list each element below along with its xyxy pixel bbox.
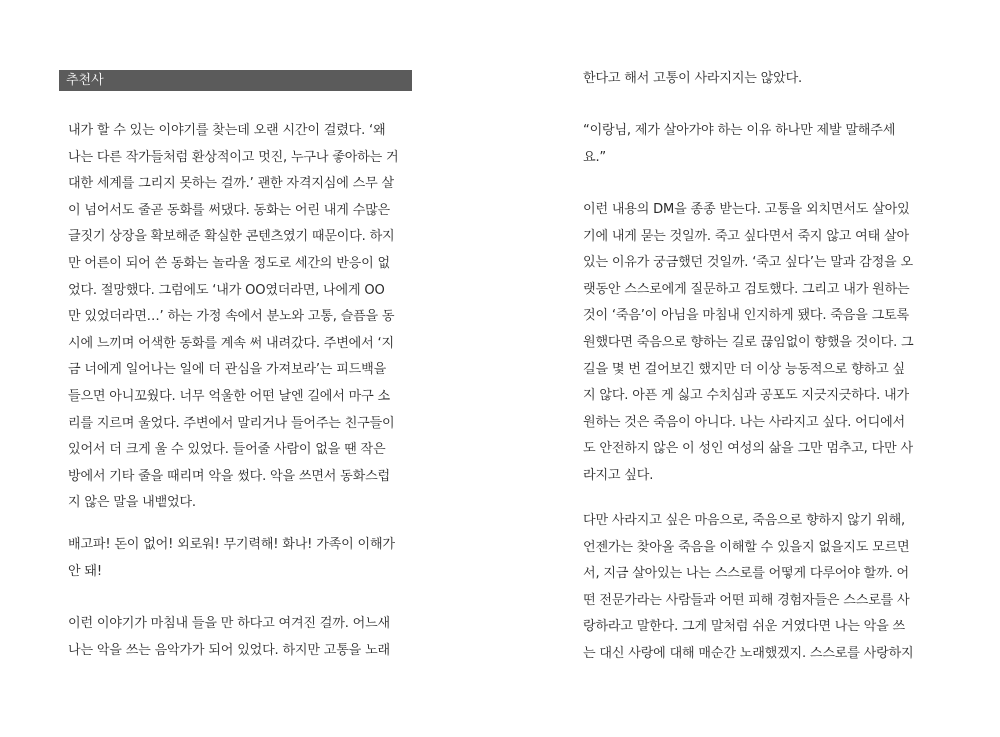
text-line: 원하는 것은 죽음이 아니다. 나는 사라지고 싶다. 어디에서 xyxy=(583,414,905,430)
paragraph xyxy=(583,118,928,171)
text-line: 리를 지르며 울었다. 주변에서 말리거나 들어주는 친구들이 xyxy=(68,415,395,431)
text-line: 떤 전문가라는 사람들과 어떤 피해 경험자들은 스스로를 사 xyxy=(583,592,910,608)
text-line: 만 있었더라면…’ 하는 가정 속에서 분노와 고통, 슬픔을 동 xyxy=(68,309,395,325)
text-line: 글짓기 상장을 확보해준 확실한 콘텐츠였기 때문이다. 하지 xyxy=(68,229,395,245)
text-line: 들으면 아니꼬웠다. 너무 억울한 어떤 날엔 길에서 마구 소 xyxy=(68,388,390,404)
text-line: 있는 이유가 궁금했던 것일까. ‘죽고 싶다’는 말과 감정을 오 xyxy=(583,255,913,271)
text-line: 다만 사라지고 싶은 마음으로, 죽음으로 향하지 않기 위해, xyxy=(583,513,905,528)
text-line: 지 않다. 아픈 게 싫고 수치심과 공포도 지긋지긋하다. 내가 xyxy=(583,388,909,404)
text-line: 이런 이야기가 마침내 들을 만 하다고 여겨진 걸까. 어느새 xyxy=(68,616,390,631)
text-line: 배고파! 돈이 없어! 외로워! 무기력해! 화나! 가족이 이해가 xyxy=(68,537,395,552)
text-line: 있어서 더 크게 울 수 있었다. 들어줄 사람이 없을 땐 작은 xyxy=(68,442,386,458)
text-line: 언젠가는 찾아올 죽음을 이해할 수 있을지 없을지도 모르면 xyxy=(583,539,910,555)
text-line: 이런 내용의 DM을 종종 받는다. 고통을 외치면서도 살아있 xyxy=(583,202,910,217)
text-line: 안 돼! xyxy=(68,563,102,579)
text-line: 길을 몇 번 걸어보긴 했지만 더 이상 능동적으로 향하고 싶 xyxy=(583,361,905,377)
text-line: 기에 내게 묻는 것일까. 죽고 싶다면서 죽지 않고 여태 살아 xyxy=(583,228,909,244)
text-line: 방에서 기타 줄을 때리며 악을 썼다. 악을 쓰면서 동화스럽 xyxy=(68,468,390,484)
paragraph xyxy=(68,611,413,664)
paragraph xyxy=(583,197,928,490)
text-line: 었다. 절망했다. 그럼에도 ‘내가 OO였더라면, 나에게 OO xyxy=(68,282,385,298)
right-page xyxy=(500,0,1000,737)
section-title-bar xyxy=(59,70,412,91)
text-line: 나는 다른 작가들처럼 환상적이고 멋진, 누구나 좋아하는 거 xyxy=(68,149,399,165)
text-line: 서, 지금 살아있는 나는 스스로를 어떻게 다루어야 할까. 어 xyxy=(583,566,909,582)
paragraph xyxy=(583,508,928,668)
text-line: 한다고 해서 고통이 사라지지는 않았다. xyxy=(583,71,802,86)
paragraph xyxy=(583,66,928,93)
text-line: 나는 악을 쓰는 음악가가 되어 있었다. 하지만 고통을 노래 xyxy=(68,642,390,658)
text-line: 대한 세계를 그리지 못하는 걸까.’ 괜한 자격지심에 스무 살 xyxy=(68,176,394,192)
text-line: 만 어른이 되어 쓴 동화는 놀라울 정도로 세간의 반응이 없 xyxy=(68,255,390,271)
text-line: 시에 느끼며 어색한 동화를 계속 써 내려갔다. 주변에서 ‘지 xyxy=(68,335,394,351)
text-line: 도 안전하지 않은 이 성인 여성의 삶을 그만 멈추고, 다만 사 xyxy=(583,441,913,457)
text-line: 라지고 싶다. xyxy=(583,467,654,483)
text-line: 원했다면 죽음으로 향하는 길로 끊임없이 향했을 것이다. 그 xyxy=(583,334,914,350)
text-line: 지 않은 말을 내뱉었다. xyxy=(68,495,196,511)
text-line: 요.” xyxy=(583,149,606,165)
text-line: 이 넘어서도 줄곧 동화를 써댔다. 동화는 어린 내게 수많은 xyxy=(68,202,390,218)
text-line: 랫동안 스스로에게 질문하고 검토했다. 그리고 내가 원하는 xyxy=(583,281,910,297)
text-line: 랑하라고 말한다. 그게 말처럼 쉬운 거였다면 나는 악을 쓰 xyxy=(583,619,905,635)
section-title: 추천사 xyxy=(66,73,104,88)
text-line: 금 너에게 일어나는 일에 더 관심을 가져보라’는 피드백을 xyxy=(68,362,387,378)
text-line: 는 대신 사랑에 대해 매순간 노래했겠지. 스스로를 사랑하지 xyxy=(583,645,914,661)
text-line: 것이 ‘죽음’이 아님을 마침내 인지하게 됐다. 죽음을 그토록 xyxy=(583,308,909,324)
text-line: 내가 할 수 있는 이야기를 찾는데 오랜 시간이 걸렸다. ‘왜 xyxy=(68,123,386,138)
text-line: “이랑님, 제가 살아가야 하는 이유 하나만 제발 말해주세 xyxy=(583,123,896,138)
paragraph xyxy=(68,532,413,585)
paragraph xyxy=(68,118,413,517)
